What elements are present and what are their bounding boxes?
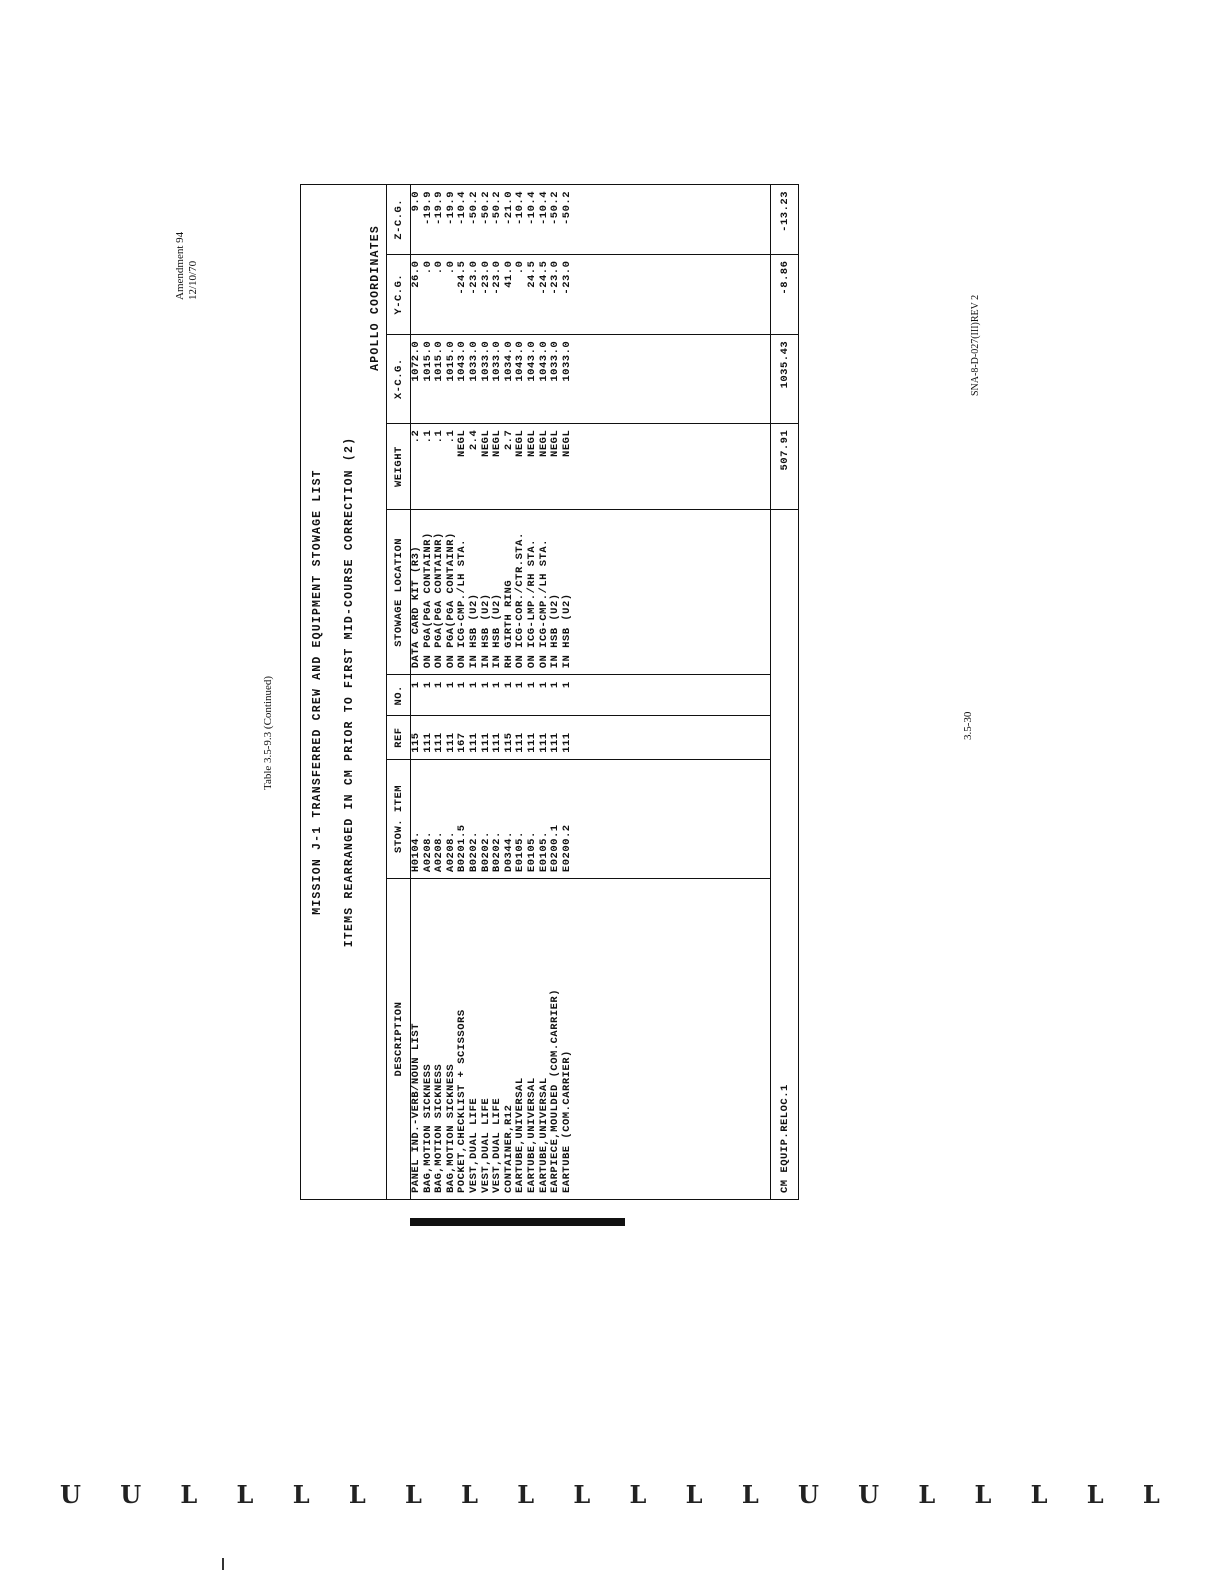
- z-cg-cells: [411, 185, 771, 255]
- table-cell: NEGL: [514, 429, 527, 457]
- table-cell: -23.0: [491, 260, 504, 295]
- table-cell: -50.2: [560, 191, 573, 226]
- total-label: CM EQUIP.RELOC.1: [771, 510, 799, 1200]
- table-cell: VEST,DUAL LIFE: [491, 1097, 504, 1193]
- table-cell: NEGL: [560, 429, 573, 457]
- table-cell: 111: [560, 732, 573, 753]
- table-cell: -19.9: [433, 191, 446, 226]
- table-cell: .1: [421, 429, 434, 444]
- table-cell: A0208.: [433, 831, 446, 873]
- table-cell: A0208.: [444, 831, 457, 873]
- table-cell: NEGL: [549, 429, 562, 457]
- table-cell: 41.0: [502, 260, 515, 288]
- table-cell: BAG,MOTION SICKNESS: [433, 1063, 446, 1193]
- table-cell: B0201.5: [456, 824, 469, 873]
- registration-mark: L: [180, 1480, 198, 1509]
- table-cell: -50.2: [549, 191, 562, 226]
- registration-mark: U: [60, 1480, 81, 1509]
- table-cell: 1043.0: [525, 340, 538, 382]
- table-cell: ON PGA(PGA CONTAINR): [433, 532, 446, 669]
- stowage-table: [300, 184, 798, 1200]
- table-cell: 1: [433, 681, 446, 689]
- table-cell: 1: [525, 681, 538, 689]
- col-description: DESCRIPTION: [387, 879, 411, 1200]
- table-cell: .0: [421, 260, 434, 275]
- table-cell: -23.0: [560, 260, 573, 295]
- table-cell: -10.4: [525, 191, 538, 226]
- table-cell: .0: [514, 260, 527, 275]
- table-title: MISSION J-1 TRANSFERRED CREW AND EQUIPMENT STOWAGE LIST: [301, 185, 335, 1200]
- registration-mark: L: [685, 1480, 703, 1509]
- table-cell: 26.0: [410, 260, 422, 288]
- registration-mark: L: [918, 1480, 936, 1509]
- amendment-date: 12/10/70: [187, 260, 199, 300]
- weight-cells: [411, 423, 771, 510]
- registration-mark: L: [461, 1480, 478, 1509]
- table-cell: 1033.0: [549, 340, 562, 382]
- amendment-header: [174, 232, 200, 300]
- table-cell: VEST,DUAL LIFE: [479, 1097, 492, 1193]
- table-cell: 111: [537, 732, 550, 753]
- table-cell: E0105.: [525, 831, 538, 873]
- table-cell: -24.5: [537, 260, 550, 295]
- table-cell: 1033.0: [560, 340, 573, 382]
- table-label: Table 3.5-9.3 (Continued): [262, 675, 274, 790]
- table-cell: -19.9: [421, 191, 434, 226]
- table-cell: EARTUBE,UNIVERSAL: [514, 1077, 527, 1193]
- table-cell: 1: [560, 681, 573, 689]
- table-cell: 111: [514, 732, 527, 753]
- table-cell: 111: [433, 732, 446, 753]
- table-cell: POCKET,CHECKLIST + SCISSORS: [456, 1009, 469, 1193]
- table-cell: NEGL: [491, 429, 504, 457]
- total-weight: 507.91: [771, 423, 799, 510]
- table-cell: 1: [467, 681, 480, 689]
- no-cells: [411, 675, 771, 716]
- table-cell: ON ICG-CMP./LH STA.: [456, 539, 469, 669]
- table-cell: 1015.0: [444, 340, 457, 382]
- table-cell: ON ICG-LMP./RH STA.: [525, 539, 538, 669]
- table-cell: 115: [502, 732, 515, 753]
- ref-cells: [411, 716, 771, 759]
- table-cell: B0202.: [479, 831, 492, 873]
- table-cell: E0105.: [514, 831, 527, 873]
- registration-mark: L: [1086, 1480, 1104, 1509]
- table-cell: 1: [479, 681, 492, 689]
- table-cell: 111: [467, 732, 480, 753]
- table-cell: -23.0: [549, 260, 562, 295]
- col-stow-item: STOW. ITEM: [387, 759, 411, 878]
- registration-mark: L: [404, 1480, 422, 1509]
- table-cell: 111: [444, 732, 457, 753]
- table-cell: 1: [514, 681, 527, 689]
- table-cell: BAG,MOTION SICKNESS: [421, 1063, 434, 1193]
- table-cell: 2.4: [467, 429, 480, 451]
- table-cell: EARTUBE (COM.CARRIER): [560, 1050, 573, 1193]
- table-cell: NEGL: [479, 429, 492, 457]
- registration-mark: L: [236, 1480, 254, 1509]
- table-cell: IN HSB (U2): [549, 593, 562, 669]
- table-cell: E0200.1: [549, 824, 562, 873]
- registration-mark: L: [974, 1480, 992, 1509]
- table-cell: -23.0: [467, 260, 480, 295]
- table-cell: -21.0: [502, 191, 515, 226]
- x-cg-cells: [411, 334, 771, 423]
- table-cell: 111: [491, 732, 504, 753]
- col-ref: REF: [387, 716, 411, 759]
- table-cell: 1: [537, 681, 550, 689]
- table-body: [411, 185, 771, 1200]
- table-subtitle: ITEMS REARRANGED IN CM PRIOR TO FIRST MID-COURSE CORRECTION (2): [335, 185, 365, 1200]
- table-cell: 167: [456, 732, 469, 753]
- table-cell: NEGL: [537, 429, 550, 457]
- registration-mark: U: [120, 1480, 142, 1509]
- stowage-location-cells: [411, 510, 771, 675]
- table-cell: -50.2: [491, 191, 504, 226]
- table-cell: RH GIRTH RING: [502, 579, 515, 669]
- column-headers: [387, 185, 411, 1200]
- table-cell: .1: [433, 429, 446, 444]
- table-cell: 111: [549, 732, 562, 753]
- page-number: 3.5-30: [962, 711, 974, 740]
- table-cell: 1033.0: [479, 340, 492, 382]
- table-cell: -10.4: [537, 191, 550, 226]
- table-cell: 1015.0: [421, 340, 434, 382]
- table-cell: .0: [444, 260, 457, 275]
- table-cell: -23.0: [479, 260, 492, 295]
- table-cell: DATA CARD KIT (R3): [410, 545, 422, 669]
- table-cell: ON PGA(PGA CONTAINR): [444, 532, 457, 669]
- table-cell: 1: [444, 681, 457, 689]
- table-cell: EARTUBE,UNIVERSAL: [525, 1077, 538, 1193]
- table-cell: BAG,MOTION SICKNESS: [444, 1063, 457, 1193]
- table-cell: IN HSB (U2): [479, 593, 492, 669]
- table-cell: 1: [456, 681, 469, 689]
- table-cell: 1043.0: [456, 340, 469, 382]
- col-stowage-location: STOWAGE LOCATION: [387, 510, 411, 675]
- table-cell: A0208.: [421, 831, 434, 873]
- table-cell: ON ICG-COR./CTR.STA.: [514, 532, 527, 669]
- table-cell: EARTUBE,UNIVERSAL: [537, 1077, 550, 1193]
- total-x: 1035.43: [771, 334, 799, 423]
- table-cell: 1: [421, 681, 434, 689]
- total-row: [771, 185, 799, 1200]
- registration-mark: L: [629, 1480, 647, 1509]
- registration-mark: U: [797, 1480, 819, 1509]
- table-cell: NEGL: [525, 429, 538, 457]
- table-cell: .1: [444, 429, 457, 444]
- y-cg-cells: [411, 254, 771, 334]
- registration-mark: L: [292, 1480, 310, 1509]
- table-cell: 9.0: [410, 191, 422, 212]
- edge-tick: [222, 1558, 224, 1570]
- table-cell: 111: [525, 732, 538, 753]
- table-cell: 1033.0: [467, 340, 480, 382]
- table-cell: 2.7: [502, 429, 515, 451]
- registration-mark: L: [741, 1480, 759, 1509]
- table-cell: 111: [421, 732, 434, 753]
- table-cell: 1033.0: [491, 340, 504, 382]
- table-cell: IN HSB (U2): [560, 593, 573, 669]
- table-cell: -50.2: [467, 191, 480, 226]
- table-cell: .2: [410, 429, 422, 444]
- table-cell: 1072.0: [410, 340, 422, 382]
- table-cell: 115: [410, 732, 422, 753]
- registration-mark: L: [1030, 1480, 1048, 1509]
- col-x-cg: X-C.G.: [387, 334, 411, 423]
- table-cell: 111: [479, 732, 492, 753]
- table-cell: CONTAINER,R12: [502, 1104, 515, 1193]
- table-cell: 1043.0: [514, 340, 527, 382]
- table-cell: B0202.: [491, 831, 504, 873]
- table-cell: E0105.: [537, 831, 550, 873]
- registration-mark: L: [348, 1480, 366, 1509]
- registration-mark: L: [1142, 1480, 1160, 1509]
- registration-marks: [60, 1480, 1160, 1510]
- registration-mark: L: [517, 1480, 535, 1509]
- table-cell: E0200.2: [560, 824, 573, 873]
- table-cell: .0: [433, 260, 446, 275]
- table-cell: -50.2: [479, 191, 492, 226]
- black-strip: [410, 1218, 625, 1226]
- table-cell: EARPIECE,MOULDED (COM.CARRIER): [549, 988, 562, 1193]
- table-cell: H0104.: [410, 831, 422, 873]
- table-cell: 1034.0: [502, 340, 515, 382]
- table-cell: NEGL: [456, 429, 469, 457]
- col-y-cg: Y-C.G.: [387, 254, 411, 334]
- table-cell: IN HSB (U2): [467, 593, 480, 669]
- table-cell: B0202.: [467, 831, 480, 873]
- col-weight: WEIGHT: [387, 423, 411, 510]
- apollo-coordinates-caption: APOLLO COORDINATES: [365, 185, 387, 1200]
- table-cell: ON ICG-CMP./LH STA.: [537, 539, 550, 669]
- registration-mark: U: [858, 1480, 880, 1509]
- col-z-cg: Z-C.G.: [387, 185, 411, 255]
- table-cell: 1015.0: [433, 340, 446, 382]
- table-cell: 1: [410, 681, 422, 689]
- total-y: -8.86: [771, 254, 799, 334]
- table-cell: 1: [549, 681, 562, 689]
- registration-mark: L: [573, 1480, 591, 1509]
- table-cell: PANEL IND.-VERB/NOUN LIST: [410, 1022, 422, 1193]
- amendment-number: Amendment 94: [174, 231, 186, 300]
- table-cell: -10.4: [456, 191, 469, 226]
- table-cell: D0344.: [502, 831, 515, 873]
- table-cell: -19.9: [444, 191, 457, 226]
- table-cell: VEST,DUAL LIFE: [467, 1097, 480, 1193]
- stow-item-cells: [411, 759, 771, 878]
- table-cell: 1: [502, 681, 515, 689]
- table-cell: -24.5: [456, 260, 469, 295]
- table-cell: 1: [491, 681, 504, 689]
- document-id: SNA-8-D-027(III)REV 2: [970, 294, 981, 396]
- description-cells: [411, 879, 771, 1200]
- table-cell: -10.4: [514, 191, 527, 226]
- total-z: -13.23: [771, 185, 799, 255]
- table-cell: 24.5: [525, 260, 538, 288]
- col-no: NO.: [387, 675, 411, 716]
- table-cell: IN HSB (U2): [491, 593, 504, 669]
- table-cell: ON PGA(PGA CONTAINR): [421, 532, 434, 669]
- table-cell: 1043.0: [537, 340, 550, 382]
